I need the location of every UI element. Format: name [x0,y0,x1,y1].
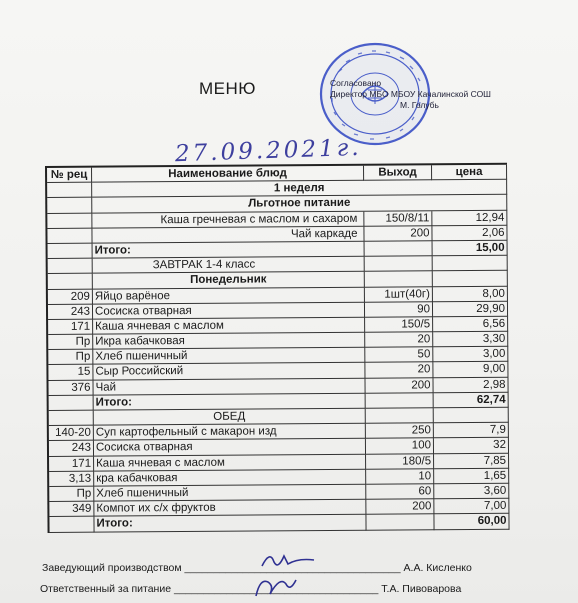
dish-price: 6,56 [433,317,508,333]
dish-yield: 20 [365,332,433,348]
day-label: Понедельник [93,272,365,289]
breakfast-total-value: 62,74 [434,393,509,409]
recipe-number: Пр [49,487,94,503]
responsible-signature-line: Ответственный за питание ___________________________________ Т.А. Пивоварова [40,583,462,595]
dish-yield: 100 [366,439,434,455]
approval-line-2: Директор МБО МБОУ Качалинской СОШ [330,89,491,99]
dish-price: 12,94 [432,210,507,226]
dish-name: Чай каркаде [92,227,364,244]
dish-name: Хлеб пшеничный [94,485,366,502]
responsible-label: Ответственный за питание [40,583,172,595]
responsible-name: Т.А. Пивоварова [381,583,462,595]
dish-yield: 50 [365,348,433,364]
approval-block [330,78,491,111]
dish-yield: 200 [366,499,434,515]
dish-yield: 180/5 [366,454,434,470]
lunch-total-label: Итого: [94,515,366,532]
lunch-total-row [49,514,509,532]
approval-line-3: М. Голубь [400,100,439,110]
breakfast-total-label: Итого: [94,394,366,411]
dish-yield: 10 [366,469,434,485]
recipe-number: 140-20 [49,426,94,442]
dish-price: 8,00 [433,286,508,302]
dish-name: Икра кабачковая [93,333,365,350]
handwritten-date: 27.09.2021г. [174,134,363,168]
menu-table [45,163,510,533]
dish-name: Сосиска отварная [93,302,365,319]
column-header-number: № рец [47,168,92,184]
dish-price: 3,60 [434,484,509,500]
dish-name: Каша ячневая с маслом [94,454,366,471]
column-header-yield: Выход [364,165,432,181]
recipe-number [47,213,92,229]
column-header-dish: Наименование блюд [92,166,364,183]
dish-name: Хлеб пшеничный [93,348,365,365]
dish-price: 2,98 [433,377,508,393]
dish-price: 7,9 [434,423,509,439]
breakfast-title: ЗАВТРАК 1-4 класс [93,257,365,274]
breakfast-items [48,286,509,396]
dish-name: Чай [93,378,365,395]
dish-name: Каша гречневая с маслом и сахаром [92,211,364,228]
recipe-number: 15 [48,365,93,381]
recipe-number: 3,13 [49,471,94,487]
responsible-handwritten-signature [250,572,300,602]
dish-price: 3,30 [433,332,508,348]
dish-yield: 20 [365,363,433,379]
dish-price: 9,00 [433,362,508,378]
dish-yield: 250 [366,423,434,439]
dish-yield: 150/5 [365,317,433,333]
dish-price: 2,06 [432,226,507,242]
manager-name: А.А. Кисленко [403,562,472,574]
approval-line-1: Согласовано [330,78,382,88]
recipe-number: Пр [48,350,93,366]
recipe-number: 171 [49,456,94,472]
dish-name: Яйцо варёное [93,287,365,304]
recipe-number [47,228,92,244]
dish-yield: 150/8/11 [364,211,432,227]
dish-name: Суп картофельный с макарон изд [94,424,366,441]
recipe-number: 349 [49,502,94,518]
dish-price: 7,85 [434,453,509,469]
dish-yield: 90 [365,302,433,318]
lunch-title: ОБЕД [94,409,366,426]
week-label: 1 неделя [92,180,507,198]
dish-price: 3,00 [433,347,508,363]
manager-signature-line: Заведующий производством _____________________________________ А.А. Кисленко [42,562,472,574]
benefit-total-value: 15,00 [433,241,508,257]
dish-yield: 60 [366,484,434,500]
column-header-price: цена [432,165,507,181]
manager-label: Заведующий производством [42,562,182,574]
recipe-number: 243 [48,304,93,320]
benefit-total-label: Итого: [93,242,365,259]
dish-name: Компот их с/х фруктов [94,500,366,517]
page-title: МЕНЮ [199,79,256,98]
dish-yield: 200 [365,378,433,394]
recipe-number: 209 [48,289,93,305]
dish-name: Сыр Российский [93,363,365,380]
dish-price: 32 [434,438,509,454]
dish-name: Каша ячневая с маслом [93,318,365,335]
benefit-title: Льготное питание [92,195,507,213]
dish-price: 29,90 [433,301,508,317]
dish-price: 7,00 [434,499,509,515]
recipe-number: 171 [48,320,93,336]
dish-yield: 200 [364,226,432,242]
dish-price: 1,65 [434,469,509,485]
recipe-number: Пр [48,335,93,351]
lunch-items [49,423,510,517]
manager-handwritten-signature [258,548,318,572]
benefit-items [47,210,507,244]
dish-yield: 1шт(40г) [365,287,433,303]
recipe-number: 243 [49,441,94,457]
lunch-total-value: 60,00 [434,514,509,530]
dish-name: Сосиска отварная [94,439,366,456]
recipe-number: 376 [48,380,93,396]
dish-name: кра кабачковая [94,470,366,487]
